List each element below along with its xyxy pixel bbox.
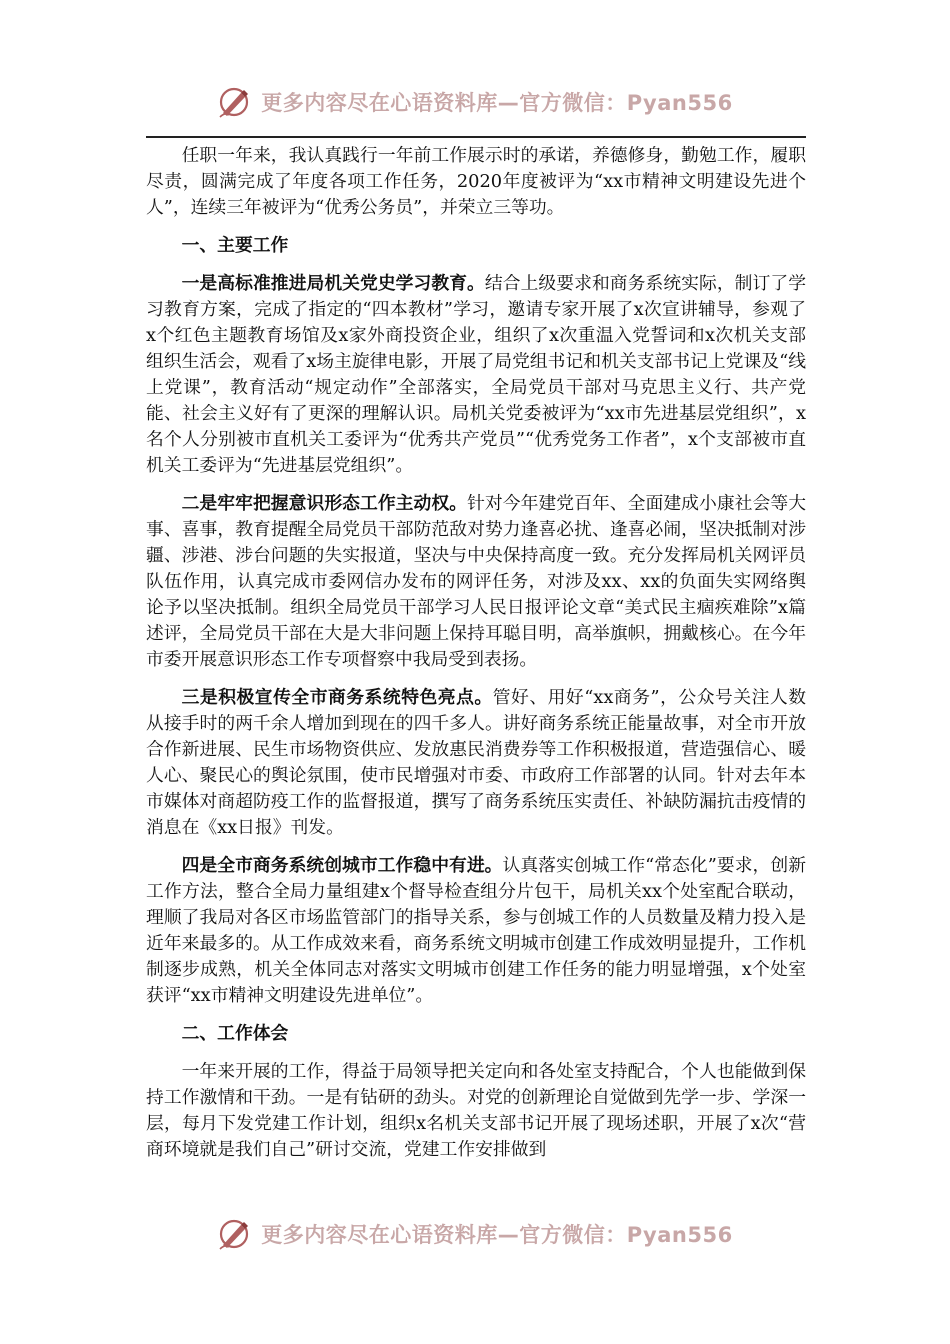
- paragraph-4-body: 认真落实创城工作“常态化”要求，创新工作方法，整合全局力量组建x个督导检查组分片包干，局机关xx个处室配合联动，理顺了我局对各区市场监管部门的指导关系，参与创城工作的人员数量及精力投入是近年来最多的。从工作成效来看，商务系统文明城市创建工作成效明显提升，工作机制逐步成熟，机关全体同志对落实文明城市创建工作任务的能力明显增强，x个处室获评“xx市精神文明建设先进单位”。: [146, 855, 806, 1006]
- header-divider: [146, 136, 806, 138]
- intro-paragraph: 任职一年来，我认真践行一年前工作展示时的承诺，养德修身，勤勉工作，履职尽责，圆满完成了年度各项工作任务，2020年度被评为“xx市精神文明建设先进个人”，连续三年被评为“优秀公务员”，并荣立三等功。: [146, 145, 806, 218]
- header-watermark: [0, 82, 950, 122]
- paragraph-1-body: 结合上级要求和商务系统实际，制订了学习教育方案，完成了指定的“四本教材”学习，邀请专家开展了x次宣讲辅导，参观了x个红色主题教育场馆及x家外商投资企业，组织了x次重温入党誓词和x次机关支部组织生活会，观看了x场主旋律电影，开展了局党组书记和机关支部书记上党课及“线上党课”，教育活动“规定动作”全部落实，全局党员干部对马克思主义行、共产党能、社会主义好有了更深的理解认识。局机关党委被评为“xx市先进基层党组织”，x名个人分别被市直机关工委评为“优秀共产党员”“优秀党务工作者”，x个支部被市直机关工委评为“先进基层党组织”。: [146, 273, 806, 476]
- footer-watermark: [0, 1214, 950, 1254]
- section-heading-experience: 二、工作体会: [181, 1023, 289, 1044]
- section-heading-main-work: 一、主要工作: [181, 235, 289, 256]
- paragraph-3: [146, 685, 806, 841]
- document-body: [146, 143, 806, 1175]
- pen-logo-icon: [217, 85, 253, 119]
- paragraph-2-body: 针对今年建党百年、全面建成小康社会等大事、喜事，教育提醒全局党员干部防范敌对势力逢喜必扰、逢喜必闹，坚决抵制对涉疆、涉港、涉台问题的失实报道，坚决与中央保持高度一致。充分发挥局机关网评员队伍作用，认真完成市委网信办发布的网评任务，对涉及xx、xx的负面失实网络舆论予以坚决抵制。组织全局党员干部学习人民日报评论文章“美式民主痼疾难除”x篇述评，全局党员干部在大是大非问题上保持耳聪目明，高举旗帜，拥戴核心。在今年市委开展意识形态工作专项督察中我局受到表扬。: [146, 493, 806, 670]
- footer-watermark-brand: [217, 1217, 732, 1251]
- paragraph-1: [146, 271, 806, 479]
- paragraph-4: [146, 853, 806, 1009]
- pen-logo-icon: [217, 1217, 253, 1251]
- paragraph-3-lead: 三是积极宣传全市商务系统特色亮点。: [181, 687, 493, 708]
- watermark-text: 更多内容尽在心语资料库—官方微信：Pyan556: [261, 91, 733, 115]
- paragraph-4-lead: 四是全市商务系统创城市工作稳中有进。: [181, 855, 503, 876]
- paragraph-3-body: 管好、用好“xx商务”，公众号关注人数从接手时的两千余人增加到现在的四千多人。讲好商务系统正能量故事，对全市开放合作新进展、民生市场物资供应、发放惠民消费券等工作积极报道，营造强信心、暖人心、聚民心的舆论氛围，使市民增强对市委、市政府工作部署的认同。针对去年本市媒体对商超防疫工作的监督报道，撰写了商务系统压实责任、补缺防漏抗击疫情的消息在《xx日报》刊发。: [146, 687, 806, 838]
- watermark-brand: [217, 85, 732, 119]
- paragraph-2-lead: 二是牢牢把握意识形态工作主动权。: [181, 493, 468, 514]
- paragraph-1-lead: 一是高标准推进局机关党史学习教育。: [181, 273, 485, 294]
- paragraph-5: 一年来开展的工作，得益于局领导把关定向和各处室支持配合，个人也能做到保持工作激情和干劲。一是有钻研的劲头。对党的创新理论自觉做到先学一步、学深一层，每月下发党建工作计划，组织x名机关支部书记开展了现场述职，开展了x次“营商环境就是我们自己”研讨交流，党建工作安排做到: [146, 1061, 806, 1160]
- paragraph-2: [146, 491, 806, 673]
- footer-watermark-text: 更多内容尽在心语资料库—官方微信：Pyan556: [261, 1223, 733, 1247]
